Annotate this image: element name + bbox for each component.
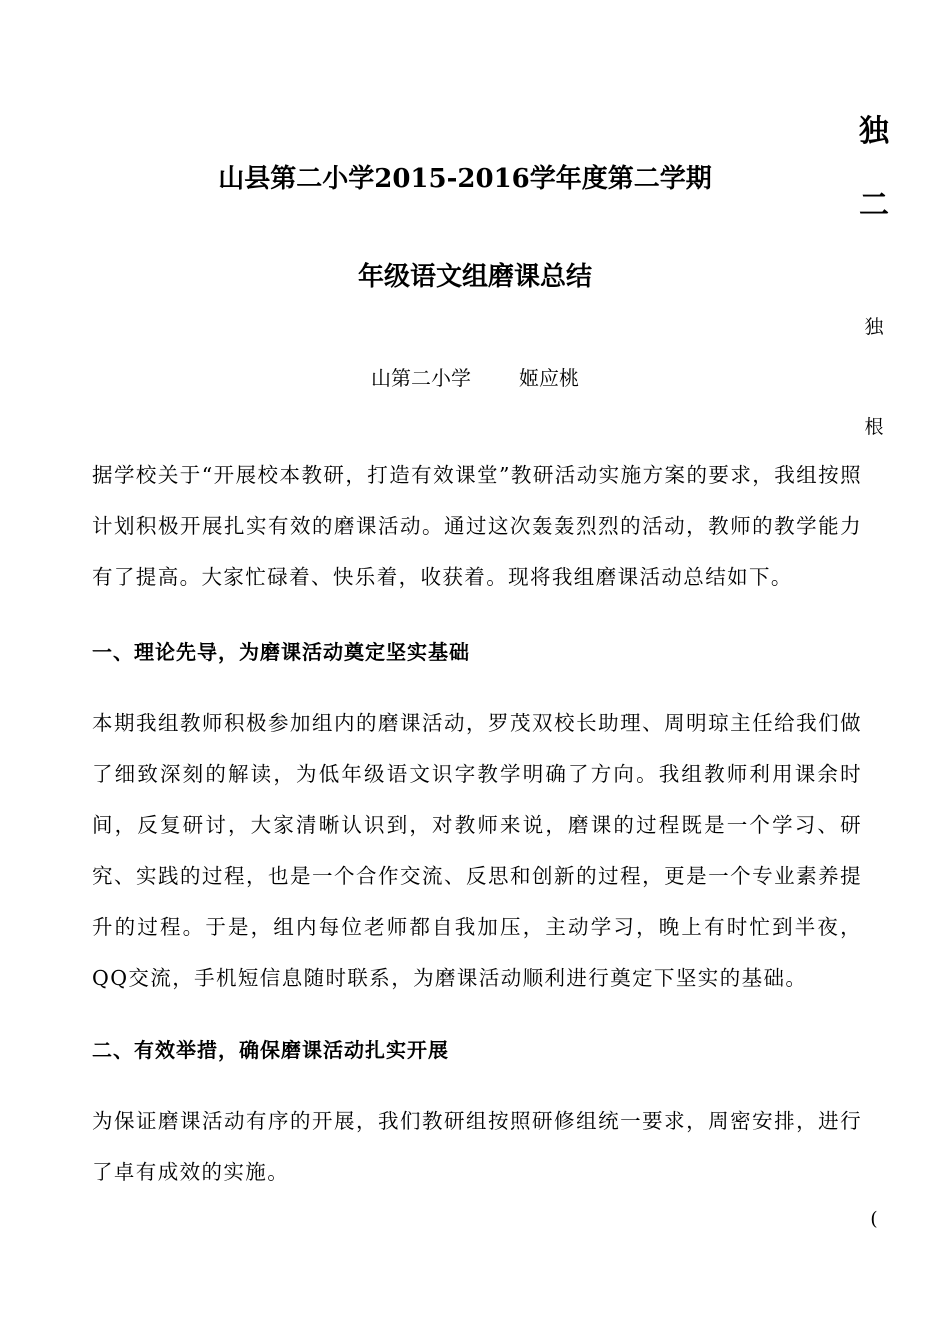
margin-fragment-2: 二: [859, 188, 889, 223]
section-2-paragraph: 为保证磨课活动有序的开展，我们教研组按照研修组统一要求，周密安排，进行了卓有成效的实施。: [92, 1109, 862, 1184]
margin-fragment-4: 根: [864, 416, 884, 438]
section-2-heading: 二、有效举措，确保磨课活动扎实开展: [92, 1038, 449, 1062]
document-title-line-2: 年级语文组磨课总结: [357, 262, 592, 292]
margin-fragment-1: 独: [859, 114, 889, 149]
byline-school: 山第二小学: [371, 366, 471, 390]
margin-fragment-5: (: [870, 1208, 878, 1230]
section-1-paragraph: 本期我组教师积极参加组内的磨课活动，罗茂双校长助理、周明琼主任给我们做了细致深刻的解读，为低年级语文识字教学明确了方向。我组教师利用课余时间，反复研讨，大家清晰认识到，对教师来说，磨课的过程既是一个学习、研究、实践的过程，也是一个合作交流、反思和创新的过程，更是一个专业素养提升的过程。于是，组内每位老师都自我加压，主动学习，晚上有时忙到半夜，QQ交流，手机短信息随时联系，为磨课活动顺利进行奠定下坚实的基础。: [92, 711, 862, 990]
intro-paragraph: 据学校关于“开展校本教研，打造有效课堂”教研活动实施方案的要求，我组按照计划积极开展扎实有效的磨课活动。通过这次轰轰烈烈的活动，教师的教学能力有了提高。大家忙碌着、快乐着，收获着。现将我组磨课活动总结如下。: [92, 463, 862, 589]
section-1-heading: 一、理论先导，为磨课活动奠定坚实基础: [92, 640, 470, 664]
byline: [0, 362, 950, 391]
byline-author: 姬应桃: [519, 366, 579, 390]
margin-fragment-3: 独: [864, 316, 884, 338]
document-title-line-1: 山县第二小学2015-2016学年度第二学期: [218, 164, 712, 194]
